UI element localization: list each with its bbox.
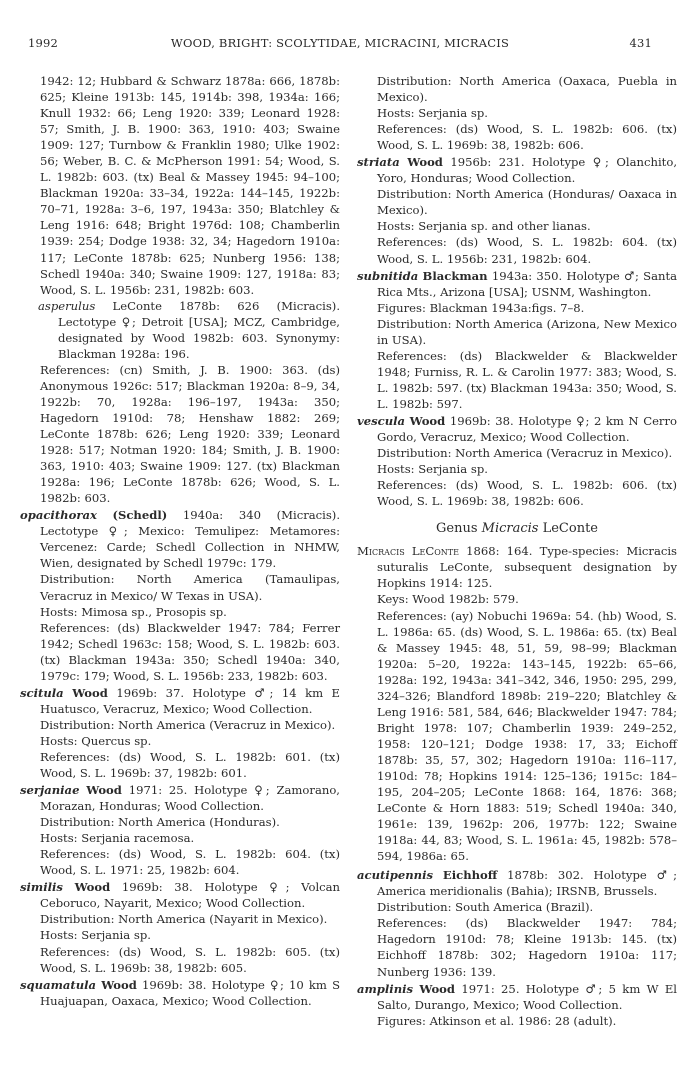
genus-keys: Keys: Wood 1982b: 579. [377, 592, 519, 607]
page-header [28, 36, 652, 54]
species-distribution: Distribution: South America (Brazil). [377, 900, 594, 915]
species-references: References: (ds) Wood, S. L. 1982b: 606. (tx) Wood, S. L. 1969b: 38, 1982b: 606. [377, 478, 677, 509]
species-hosts: Hosts: Serjania sp. [377, 462, 488, 477]
species-entry [20, 782, 340, 878]
species-entry [20, 507, 340, 684]
publication-year: 1992 [28, 36, 59, 50]
genus-entry [357, 543, 677, 864]
running-title: WOOD, BRIGHT: SCOLYTIDAE, MICRACINI, MICRACIS [170, 36, 510, 50]
species-references: References: (ds) Blackwelder 1947: 784; Hagedorn 1910d: 78; Kleine 1913b: 145. (tx) Eichhoff 1878b: 302; Hagedorn 1910a: 117; Nunberg 1936: 139. [377, 916, 677, 979]
species-hosts: Hosts: Quercus sp. [40, 733, 152, 748]
species-entry [357, 981, 677, 1029]
species-distribution: Distribution: North America (Honduras). [40, 815, 280, 830]
species-entry [357, 867, 677, 979]
left-column [20, 73, 340, 1010]
synonym-references: References: (cn) Smith, J. B. 1900: 363. (ds) Anonymous 1926c: 517; Blackman 1920a: 8–9, 34, 1922b: 70, 1928a: 196–197, 1943a: 350; Hagedorn 1910d: 78; Henshaw 1882: 269; LeConte 1878b: 626; Leng 1920: 339; Leonard 1928: 517; Notman 1920: 184; Smith, J. B. 1900: 363, 1910: 403; Swaine 1909: 127. (tx) Blackman 1928a: 196; LeConte 1878b: 626; Wood, S. L. 1982b: 603. [40, 362, 340, 506]
page-number: 431 [629, 36, 652, 50]
species-references: References: (ds) Wood, S. L. 1982b: 601. (tx) Wood, S. L. 1969b: 37, 1982b: 601. [40, 749, 340, 781]
species-head: amplinis Wood 1971: 25. Holotype ♂; 5 km W El Salto, Durango, Mexico; Wood Collection. [357, 981, 678, 1012]
species-distribution: Distribution: North America (Honduras/ Oaxaca in Mexico). [377, 187, 677, 218]
species-entry [357, 268, 677, 412]
species-head: similis Wood 1969b: 38. Holotype ♀; Volcan Ceboruco, Nayarit, Mexico; Wood Collection. [20, 880, 341, 911]
species-head: squamatula Wood 1969b: 38. Holotype ♀; 10 km S Huajuapan, Oaxaca, Mexico; Wood Collection. [20, 977, 341, 1008]
species-references: References: (ds) Wood, S. L. 1982b: 604. (tx) Wood, S. L. 1956b: 231, 1982b: 604. [377, 235, 677, 266]
species-head: serjaniae Wood 1971: 25. Holotype ♀; Zamorano, Morazan, Honduras; Wood Collection. [20, 783, 340, 814]
continued-references: 1942: 12; Hubbard & Schwarz 1878a: 666, 1878b: 625; Kleine 1913b: 145, 1914b: 398, 1934a: 166; Knull 1932: 66; Leng 1920: 339; Leonard 1928: 57; Smith, J. B. 1900: 363, 1910: 403; Swaine 1909: 127; Turnbow & Franklin 1980; Ulke 1902: 56; Weber, B. C. & McPherson 1991: 54; Wood, S. L. 1982b: 603. (tx) Beal & Massey 1945: 94–100; Blackman 1920a: 33–34, 1922a: 144–145, 1922b: 70–71, 1928a: 3–6, 197, 1943a: 350; Blatchley & Leng 1916: 648; Bright 1976d: 108; Chamberlin 1939: 254; Dodge 1938: 32, 34; Hagedorn 1910a: 117; LeConte 1878b: 625; Nunberg 1956: 138; Schedl 1940a: 340; Swaine 1909: 127, 1918a: 83; Wood, S. L. 1956b: 231, 1982b: 603. [40, 74, 340, 297]
species-references: References: (ds) Blackwelder 1947: 784; Ferrer 1942; Schedl 1963c: 158; Wood, S. L. 1982b: 603. (tx) Blackman 1943a: 350; Schedl 1940a: 340, 1979c: 179; Wood, S. L. 1956b: 233, 1982b: 603. [40, 620, 340, 683]
synonym-head: asperulus LeConte 1878b: 626 (Micracis). Lectotype ♀; Detroit [USA]; MCZ, Cambridge, designated by Wood 1982b: 603. Synonymy: Blackman 1928a: 196. [38, 298, 341, 361]
species-references: References: (ds) Wood, S. L. 1982b: 604. (tx) Wood, S. L. 1971: 25, 1982b: 604. [40, 847, 340, 878]
species-distribution: Distribution: North America (Nayarit in Mexico). [40, 912, 328, 927]
species-distribution: Distribution: North America (Tamaulipas, Veracruz in Mexico/ W Texas in USA). [40, 572, 340, 603]
species-distribution: Distribution: North America (Oaxaca, Puebla in Mexico). [377, 74, 677, 105]
species-hosts: Hosts: Serjania sp. [377, 106, 488, 121]
right-column [357, 73, 677, 1030]
species-head: subnitida Blackman 1943a: 350. Holotype ♂; Santa Rica Mts., Arizona [USA]; USNM, Washington. [357, 268, 678, 299]
species-entry [357, 154, 677, 266]
genus-name: Micracis [481, 521, 539, 537]
species-hosts: Hosts: Serjania sp. and other lianas. [377, 219, 591, 234]
species-entry [20, 879, 340, 975]
genus-heading: Genus Micracis LeConte [436, 521, 598, 537]
species-distribution: Distribution: North America (Arizona, New Mexico in USA). [377, 316, 677, 347]
genus-references: References: (ay) Nobuchi 1969a: 54. (hb) Wood, S. L. 1986a: 65. (ds) Wood, S. L. 1986a: 65. (tx) Beal & Massey 1945: 48, 51, 59, 98–99; Blackman 1920a: 5–20, 1922a: 143–145, 1922b: 65–66, 1928a: 192, 1943a: 341–342, 346, 1950: 295, 299, 324–326; Blandford 1898b: 219–220; Blatchley & Leng 1916: 581, 584, 646; Blackwelder 1947: 784; Bright 1978: 107; Chamberlin 1939: 249–252, 1958: 120–121; Dodge 1938: 17, 33; Eichoff 1878b: 35, 57, 302; Hagedorn 1910a: 116–117, 1910d: 78; Hopkins 1914: 125–136; 1915c: 184–195, 204–205; LeConte 1868: 164, 1876: 368; LeConte & Horn 1883: 519; Schedl 1940a: 340, 1961e: 139, 1962p: 206, 1977b: 122; Swaine 1918a: 44, 83; Wood, S. L. 1961a: 45, 1982b: 578–594, 1986a: 65. [377, 608, 677, 864]
species-head: opacithorax (Schedl) 1940a: 340 (Micracis). Lectotype ♀; Mexico: Temulipez: Metamores: Vercenez: Carde; Schedl Collection in NHMW, Wien, designated by Schedl 1979c: 179. [20, 508, 341, 571]
species-figures: Figures: Atkinson et al. 1986: 28 (adult). [377, 1013, 617, 1028]
species-references: References: (ds) Blackwelder & Blackwelder 1948; Furniss, R. L. & Carolin 1977: 383; Wood, S. L. 1982b: 597. (tx) Blackman 1943a: 350; Wood, S. L. 1982b: 597. [377, 348, 677, 411]
species-references: References: (ds) Wood, S. L. 1982b: 605. (tx) Wood, S. L. 1969b: 38, 1982b: 605. [40, 944, 340, 975]
species-entry-continued [357, 73, 677, 153]
species-hosts: Hosts: Mimosa sp., Prosopis sp. [40, 604, 227, 619]
species-figures: Figures: Blackman 1943a:figs. 7–8. [377, 300, 585, 315]
species-hosts: Hosts: Serjania racemosa. [40, 831, 195, 846]
genus-head: Micracis LeConte 1868: 164. Type-species: Micracis suturalis LeConte, subsequent designation by Hopkins 1914: 125. [357, 544, 678, 591]
species-distribution: Distribution: North America (Veracruz in Mexico). [40, 717, 336, 732]
synonym-name: asperulus [38, 298, 96, 313]
species-entry [20, 977, 340, 1009]
species-references: References: (ds) Wood, S. L. 1982b: 606. (tx) Wood, S. L. 1969b: 38, 1982b: 606. [377, 122, 677, 153]
species-hosts: Hosts: Serjania sp. [40, 928, 151, 943]
species-entry [20, 685, 340, 781]
species-head: scitula Wood 1969b: 37. Holotype ♂; 14 km E Huatusco, Veracruz, Mexico; Wood Collection. [20, 685, 341, 716]
species-distribution: Distribution: North America (Veracruz in Mexico). [377, 446, 673, 461]
species-entry [357, 413, 677, 509]
species-head: acutipennis Eichhoff 1878b: 302. Holotype ♂; America meridionalis (Bahia); IRSNB, Brussels. [357, 868, 678, 899]
species-head: vescula Wood 1969b: 38. Holotype ♀; 2 km N Cerro Gordo, Veracruz, Mexico; Wood Collection. [357, 413, 678, 445]
species-entry-asperulus [20, 298, 340, 507]
species-head: striata Wood 1956b: 231. Holotype ♀; Olanchito, Yoro, Honduras; Wood Collection. [357, 155, 678, 186]
